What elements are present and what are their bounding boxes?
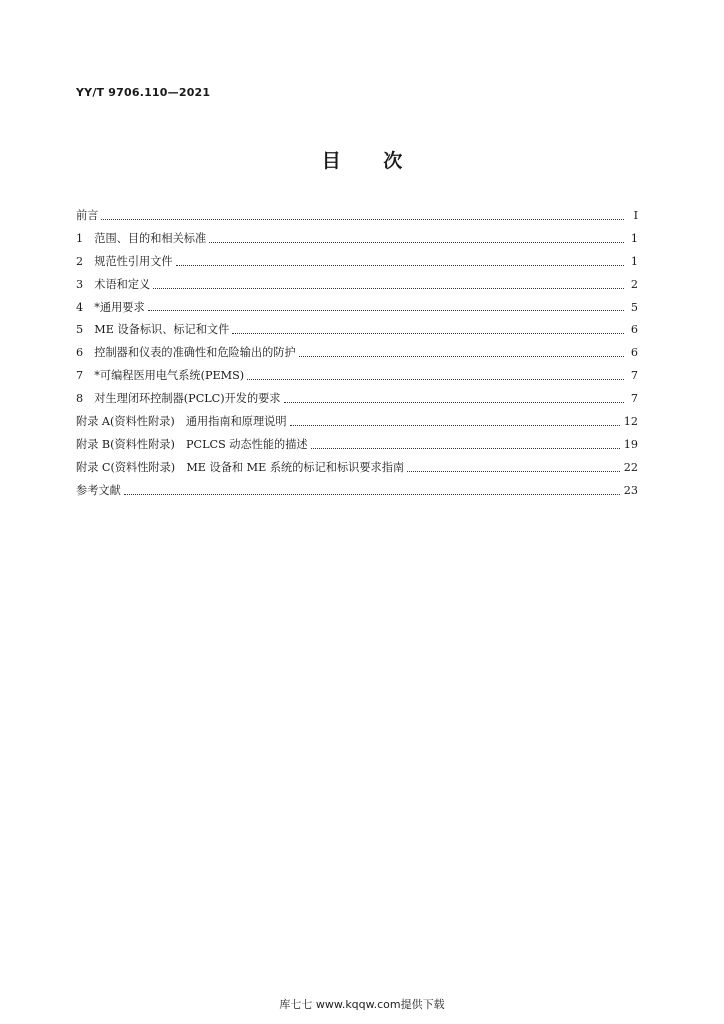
toc-entry-label: 前言 [76, 209, 99, 222]
toc-entry-label: 2 规范性引用文件 [76, 254, 173, 268]
toc-entry-page: 19 [623, 437, 638, 451]
dot-leader [148, 310, 624, 311]
toc-entry-page: 7 [630, 369, 638, 383]
dot-leader [247, 379, 624, 380]
toc-entry-label: 1 范围、目的和相关标准 [76, 231, 207, 245]
dot-leader [290, 425, 620, 426]
toc-entry-page: Ⅰ [633, 209, 638, 222]
toc-entry-page: 6 [630, 346, 638, 360]
table-of-contents [76, 205, 638, 503]
toc-entry[interactable] [76, 388, 638, 411]
toc-entry-page: 12 [623, 415, 638, 429]
dot-leader [101, 219, 624, 220]
dot-leader [176, 265, 624, 266]
dot-leader [124, 494, 620, 495]
toc-entry-page: 5 [630, 300, 638, 314]
toc-entry-label: 7 *可编程医用电气系统(PEMS) [76, 369, 245, 383]
toc-entry[interactable] [76, 205, 638, 228]
toc-entry[interactable] [76, 365, 638, 388]
dot-leader [209, 242, 624, 243]
toc-entry[interactable] [76, 411, 638, 434]
toc-entry[interactable] [76, 480, 638, 503]
toc-entry-label: 8 对生理闭环控制器(PCLC)开发的要求 [76, 392, 281, 406]
dot-leader [299, 356, 624, 357]
toc-entry-page: 1 [630, 231, 638, 245]
toc-entry[interactable] [76, 228, 638, 251]
toc-entry-label: 6 控制器和仪表的准确性和危险输出的防护 [76, 346, 296, 360]
toc-entry-label: 3 术语和定义 [76, 277, 151, 291]
dot-leader [153, 288, 624, 289]
dot-leader [407, 471, 620, 472]
toc-entry-page: 6 [630, 323, 638, 337]
toc-entry[interactable] [76, 457, 638, 480]
dot-leader [311, 448, 620, 449]
toc-entry-page: 1 [630, 254, 638, 268]
toc-entry-label: 4 *通用要求 [76, 300, 145, 314]
standard-code: YY/T 9706.110—2021 [76, 86, 211, 99]
toc-entry[interactable] [76, 274, 638, 297]
toc-entry[interactable] [76, 251, 638, 274]
toc-entry[interactable] [76, 342, 638, 365]
toc-entry-page: 2 [630, 277, 638, 291]
dot-leader [284, 402, 624, 403]
dot-leader [232, 333, 624, 334]
toc-entry-label: 附录 B(资料性附录) PCLCS 动态性能的描述 [76, 437, 308, 451]
download-source-footer: 库七七 www.kqqw.com提供下载 [279, 998, 445, 1011]
toc-entry[interactable] [76, 319, 638, 342]
toc-entry-label: 附录 C(资料性附录) ME 设备和 ME 系统的标记和标识要求指南 [76, 460, 405, 474]
toc-entry-page: 23 [623, 483, 638, 497]
page-title: 目 次 [321, 150, 403, 172]
toc-entry[interactable] [76, 434, 638, 457]
toc-entry-label: 参考文献 [76, 483, 121, 497]
toc-entry-label: 5 ME 设备标识、标记和文件 [76, 323, 230, 337]
toc-entry-label: 附录 A(资料性附录) 通用指南和原理说明 [76, 415, 287, 429]
toc-entry-page: 7 [630, 392, 638, 406]
toc-entry-page: 22 [623, 460, 638, 474]
toc-entry[interactable] [76, 297, 638, 320]
